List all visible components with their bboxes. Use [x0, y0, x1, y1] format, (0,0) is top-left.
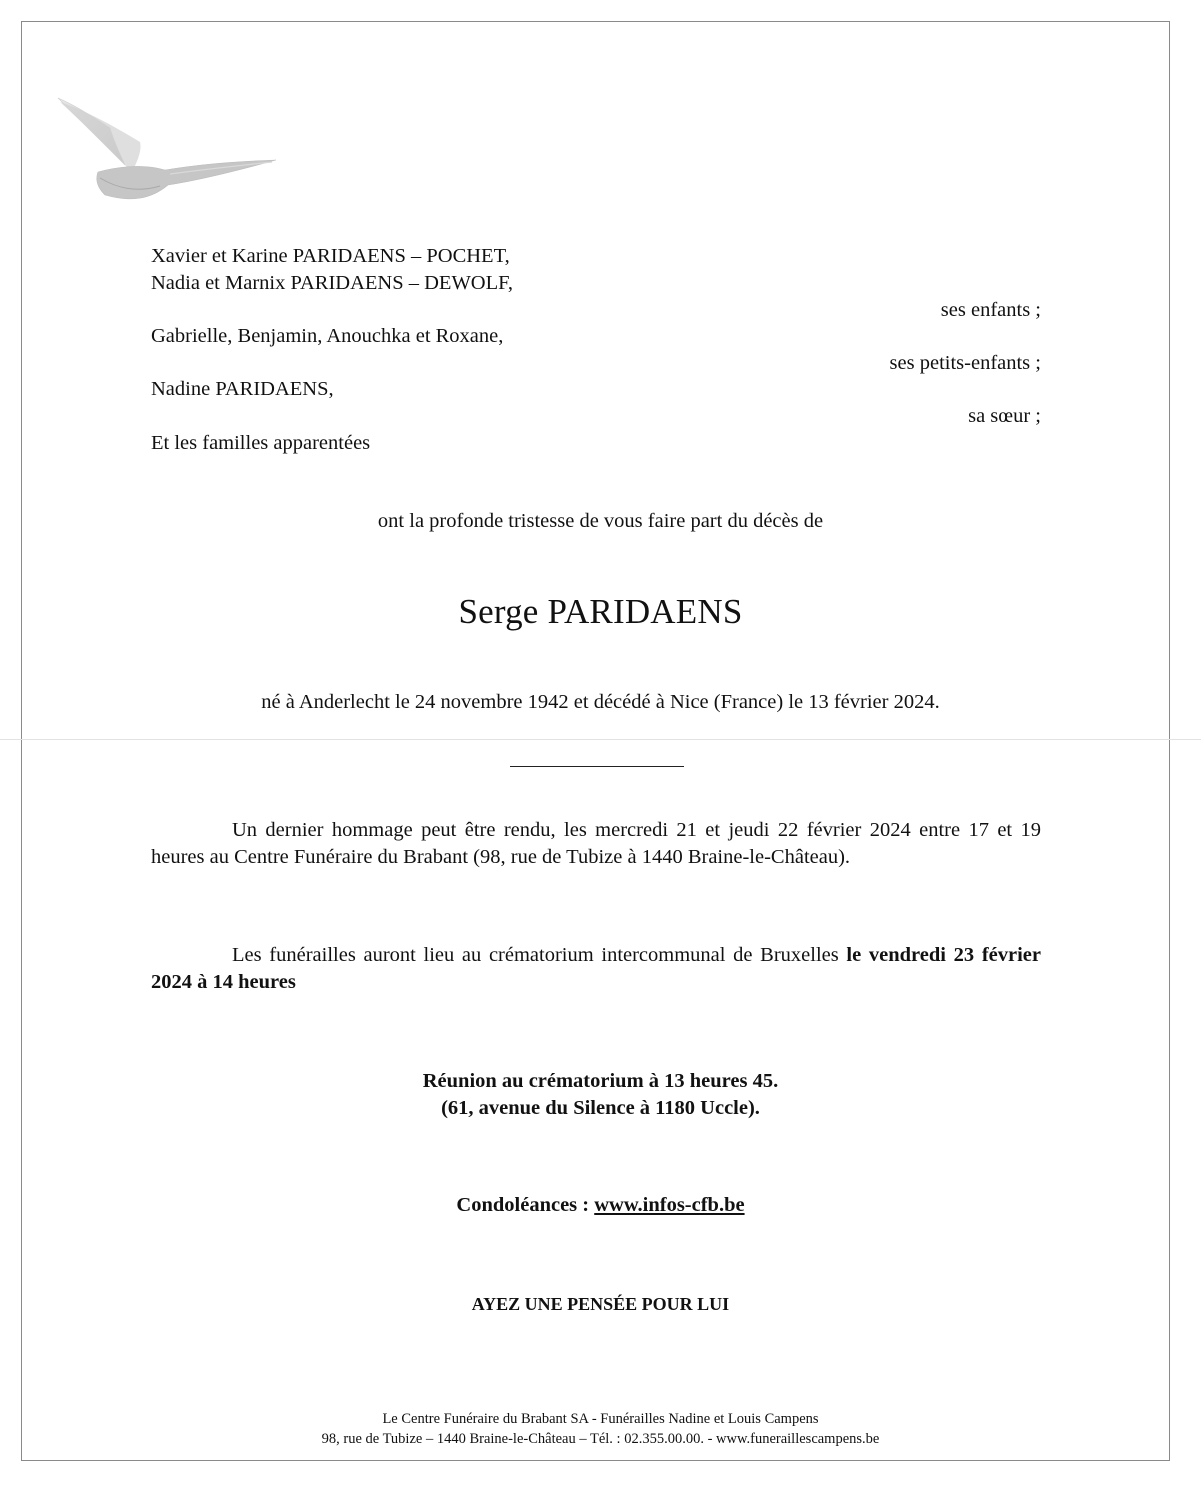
family-line-2: Nadia et Marnix PARIDAENS – DEWOLF, [151, 272, 514, 294]
meeting-line-2: (61, avenue du Silence à 1180 Uccle). [441, 1097, 760, 1119]
role-grandchildren: ses petits-enfants ; [889, 352, 1041, 374]
footer-line-1: Le Centre Funéraire du Brabant SA - Funérailles Nadine et Louis Campens [382, 1411, 819, 1427]
deceased-name: Serge PARIDAENS [458, 592, 743, 631]
announcement-text: ont la profonde tristesse de vous faire part du décès de [377, 510, 824, 532]
dove-icon [50, 90, 290, 220]
funeral-text: Les funérailles auront lieu au crématorium intercommunal de Bruxelles [232, 944, 847, 966]
separator-line [510, 766, 684, 767]
closing-text: AYEZ UNE PENSÉE POUR LUI [471, 1294, 730, 1314]
sister-name: Nadine PARIDAENS, [151, 378, 334, 400]
meeting-line-1: Réunion au crématorium à 13 heures 45. [422, 1070, 779, 1092]
family-line-1: Xavier et Karine PARIDAENS – POCHET, [151, 245, 510, 267]
fold-line [0, 739, 1201, 740]
role-sister: sa sœur ; [968, 405, 1041, 427]
role-children: ses enfants ; [940, 299, 1041, 321]
footer-line-2: 98, rue de Tubize – 1440 Braine-le-Château – Tél. : 02.355.00.00. - www.funeraillescampens.be [321, 1431, 880, 1447]
funeral-date-time: le vendredi 23 février 2024 à 14 heures [151, 944, 1041, 993]
birth-death-dates: né à Anderlecht le 24 novembre 1942 et décédé à Nice (France) le 13 février 2024. [261, 691, 940, 713]
condolences-link[interactable]: www.infos-cfb.be [594, 1194, 745, 1216]
relatives-line: Et les familles apparentées [151, 432, 371, 454]
homage-paragraph: Un dernier hommage peut être rendu, les mercredi 21 et jeudi 22 février 2024 entre 17 et 19 heures au Centre Funéraire du Brabant (98, rue de Tubize à 1440 Braine-le-Château). [151, 819, 1041, 868]
condolences-label: Condoléances : [456, 1194, 595, 1216]
funeral-paragraph [151, 942, 1041, 996]
grandchildren-names: Gabrielle, Benjamin, Anouchka et Roxane, [151, 325, 504, 347]
condolences-line [0, 1192, 1201, 1219]
page-border [21, 21, 1170, 1461]
